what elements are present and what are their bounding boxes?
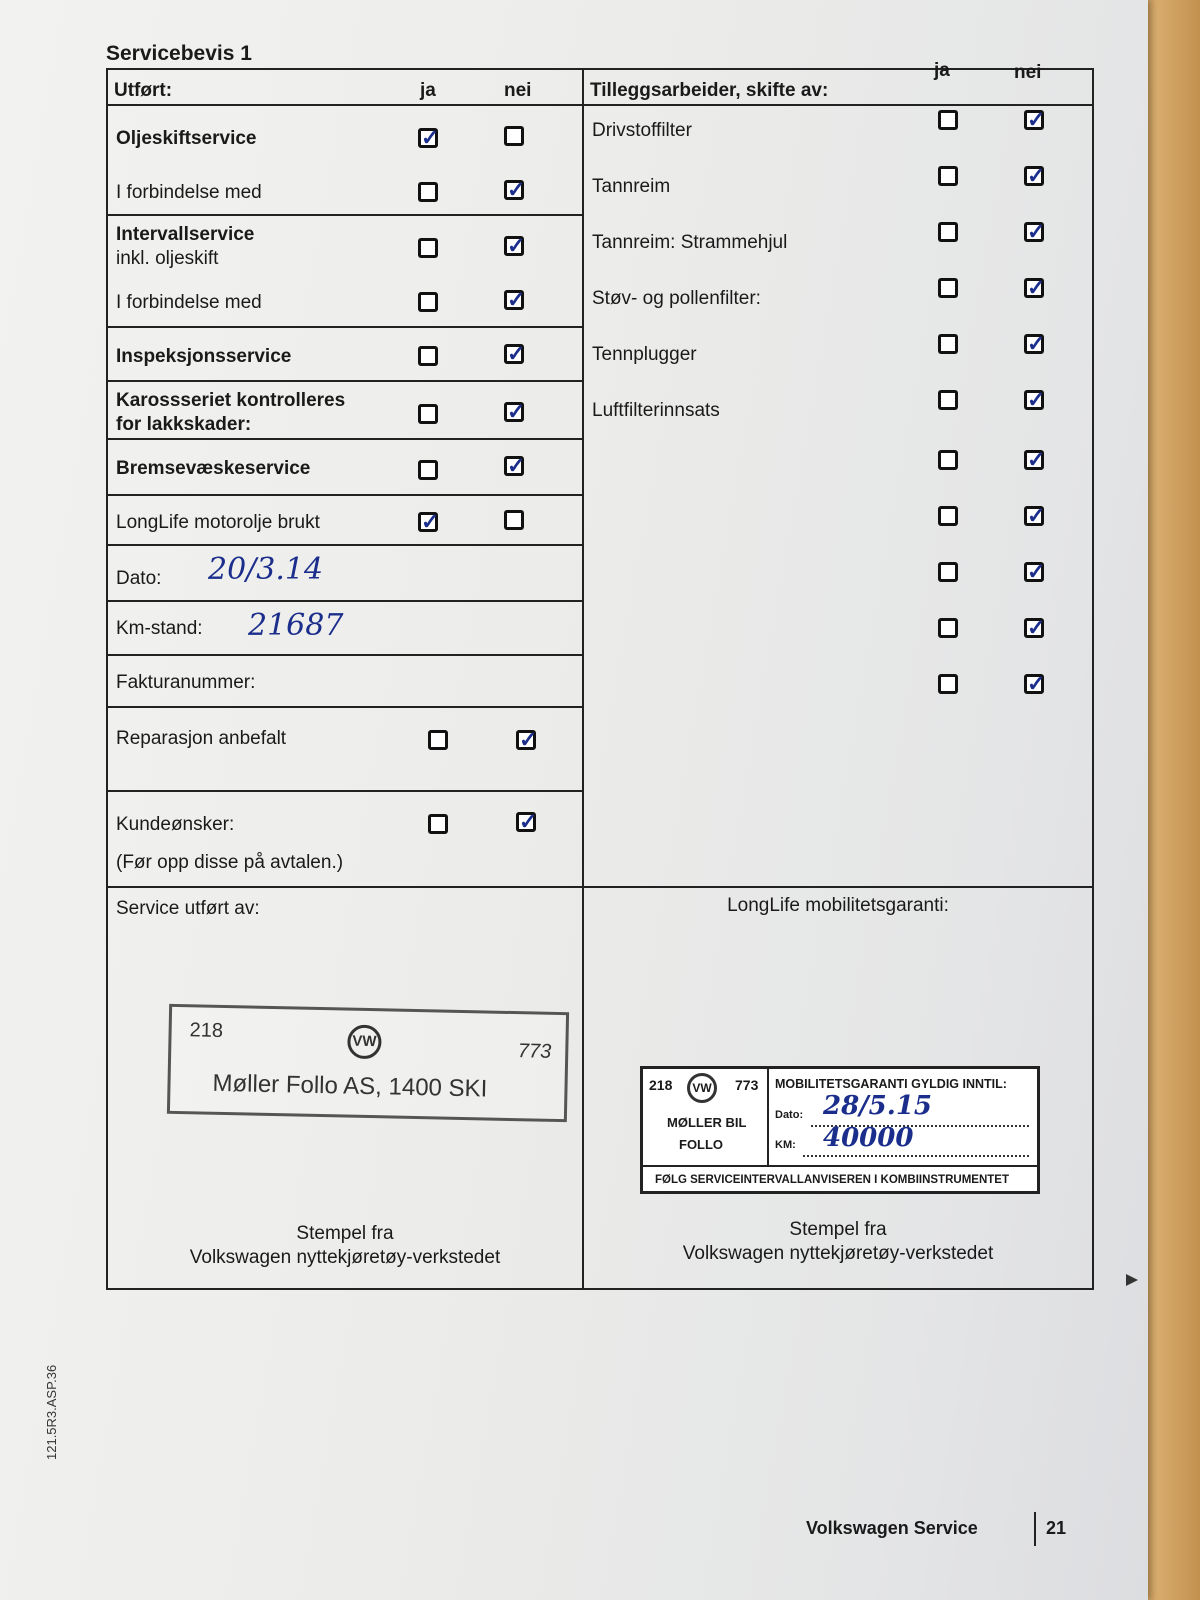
oil-change-nei-checkbox[interactable] (504, 126, 524, 146)
nei-checkbox[interactable] (1024, 674, 1044, 694)
invoice-label: Fakturanummer: (116, 672, 256, 693)
stamp-number-right: 773 (517, 1040, 552, 1063)
service-performed-by-box (108, 886, 584, 1288)
customer-wishes-row (108, 792, 582, 886)
interval-ja-checkbox[interactable] (418, 238, 438, 258)
additional-work-row (584, 394, 1092, 444)
guarantee-km-handwritten: 40000 (823, 1123, 914, 1153)
nei-checkbox[interactable] (1024, 618, 1044, 638)
additional-work-row (584, 562, 1092, 612)
brake-fluid-nei-checkbox[interactable] (504, 456, 524, 476)
body-paint-ja-checkbox[interactable] (418, 404, 438, 424)
stamp-caption-1: Stempel fra (789, 1219, 887, 1240)
stamp-number-left: 218 (649, 1077, 673, 1093)
stamp-dealer-name: Møller Follo AS, 1400 SKI (212, 1069, 488, 1103)
guarantee-date-handwritten: 28/5.15 (823, 1091, 933, 1121)
stamp-footer-cell (643, 1165, 1037, 1195)
continue-arrow-icon (1126, 1274, 1138, 1286)
row-label: Tennplugger (592, 344, 697, 365)
performed-header-label: Utført: (114, 80, 173, 101)
customer-nei-checkbox[interactable] (516, 812, 536, 832)
ja-checkbox[interactable] (938, 390, 958, 410)
longlife-oil-row (108, 496, 582, 546)
mobility-guarantee-box (584, 886, 1092, 1290)
stamp-caption-1: Stempel fra (296, 1223, 394, 1244)
footer-divider (1034, 1512, 1036, 1546)
performed-header (108, 70, 582, 106)
ja-checkbox[interactable] (938, 334, 958, 354)
brake-fluid-row (108, 440, 582, 496)
body-paint-nei-checkbox[interactable] (504, 402, 524, 422)
service-form (106, 60, 1094, 1290)
row-label: Bremsevæskeservice (116, 458, 311, 479)
ja-header: ja (934, 60, 950, 81)
row-label: Luftfilterinnsats (592, 400, 720, 421)
row-note: (Før opp disse på avtalen.) (116, 852, 344, 873)
page-number: 21 (1046, 1518, 1067, 1538)
guarantee-date-label: Dato: (775, 1109, 804, 1121)
repair-row (108, 708, 582, 792)
additional-work-row (584, 450, 1092, 500)
brake-fluid-ja-checkbox[interactable] (418, 460, 438, 480)
row-label: Kundeønsker: (116, 814, 235, 835)
stamp-caption-2: Volkswagen nyttekjøretøy-verkstedet (189, 1247, 501, 1268)
stamp-number-left: 218 (189, 1019, 224, 1042)
nei-checkbox[interactable] (1024, 222, 1044, 242)
page-title: Servicebevis 1 (106, 42, 252, 65)
additional-work-row (584, 674, 1092, 724)
additional-work-header-label: Tilleggsarbeider, skifte av: (590, 80, 829, 101)
row-label: I forbindelse med (116, 182, 262, 203)
nei-checkbox[interactable] (1024, 166, 1044, 186)
performed-column (108, 70, 584, 886)
inspection-row (108, 328, 582, 382)
body-paint-row (108, 382, 582, 440)
stamp-number-right: 773 (735, 1077, 759, 1093)
stamp-dealer-line1: MØLLER BIL (667, 1115, 747, 1130)
ja-checkbox[interactable] (938, 222, 958, 242)
additional-work-row (584, 506, 1092, 556)
row-label: LongLife motorolje brukt (116, 512, 320, 533)
nei-checkbox[interactable] (1024, 110, 1044, 130)
oil-change-related-ja-checkbox[interactable] (418, 182, 438, 202)
row-label: Intervallservice (116, 224, 255, 245)
interval-related-ja-checkbox[interactable] (418, 292, 438, 312)
row-label: Karossseriet kontrolleres (116, 390, 346, 411)
customer-ja-checkbox[interactable] (428, 814, 448, 834)
row-label: Støv- og pollenfilter: (592, 288, 761, 309)
dealer-stamp (167, 1004, 569, 1122)
inspection-ja-checkbox[interactable] (418, 346, 438, 366)
invoice-row (108, 656, 582, 708)
inspection-nei-checkbox[interactable] (504, 344, 524, 364)
stamp-dealer-cell (643, 1069, 769, 1165)
mobility-guarantee-label: LongLife mobilitetsgaranti: (727, 895, 949, 916)
interval-related-nei-checkbox[interactable] (504, 290, 524, 310)
repair-ja-checkbox[interactable] (428, 730, 448, 750)
mobility-guarantee-stamp (640, 1066, 1040, 1194)
ja-header: ja (420, 80, 436, 101)
stamp-caption-2: Volkswagen nyttekjøretøy-verkstedet (682, 1243, 994, 1264)
nei-checkbox[interactable] (1024, 390, 1044, 410)
footer-brand: Volkswagen Service (806, 1518, 978, 1538)
longlife-ja-checkbox[interactable] (418, 512, 438, 532)
ja-checkbox[interactable] (938, 166, 958, 186)
vw-logo-icon: VW (687, 1073, 717, 1103)
guarantee-footer-text: FØLG SERVICEINTERVALLANVISEREN I KOMBIINSTRUMENTET (655, 1174, 1009, 1186)
additional-work-row (584, 282, 1092, 332)
stamp-dealer-line2: FOLLO (679, 1137, 724, 1152)
longlife-nei-checkbox[interactable] (504, 510, 524, 530)
row-label: for lakkskader: (116, 414, 252, 435)
additional-work-header (584, 60, 1092, 106)
date-row (108, 546, 582, 602)
oil-change-related-nei-checkbox[interactable] (504, 180, 524, 200)
additional-work-row (584, 114, 1092, 164)
oil-change-ja-checkbox[interactable] (418, 128, 438, 148)
additional-work-row (584, 338, 1092, 388)
nei-header: nei (1014, 62, 1042, 83)
row-label: Inspeksjonsservice (116, 346, 292, 367)
row-label: Oljeskiftservice (116, 128, 257, 149)
row-label: I forbindelse med (116, 292, 262, 313)
guarantee-km-label: KM: (775, 1139, 796, 1151)
km-handwritten: 21687 (248, 608, 344, 643)
vw-logo-icon: VW (347, 1025, 382, 1060)
nei-checkbox[interactable] (1024, 562, 1044, 582)
nei-checkbox[interactable] (1024, 334, 1044, 354)
row-label: Drivstoffilter (592, 120, 692, 141)
additional-work-row (584, 226, 1092, 276)
additional-work-row (584, 170, 1092, 220)
ja-checkbox[interactable] (938, 110, 958, 130)
row-label: Reparasjon anbefalt (116, 728, 287, 749)
ja-checkbox[interactable] (938, 674, 958, 694)
date-handwritten: 20/3.14 (208, 552, 324, 587)
nei-header: nei (504, 80, 532, 101)
oil-change-group (108, 106, 582, 216)
ja-checkbox[interactable] (938, 562, 958, 582)
ja-checkbox[interactable] (938, 618, 958, 638)
nei-checkbox[interactable] (1024, 278, 1044, 298)
row-sublabel: inkl. oljeskift (116, 248, 219, 269)
row-label: Tannreim (592, 176, 671, 197)
interval-nei-checkbox[interactable] (504, 236, 524, 256)
service-performed-by-label: Service utført av: (116, 898, 260, 919)
date-label: Dato: (116, 568, 162, 589)
additional-work-column (584, 60, 1092, 886)
km-row (108, 602, 582, 656)
ja-checkbox[interactable] (938, 450, 958, 470)
km-label: Km-stand: (116, 618, 203, 639)
row-label: Tannreim: Strammehjul (592, 232, 788, 253)
nei-checkbox[interactable] (1024, 450, 1044, 470)
document-code: 121.5R3.ASP.36 (44, 1364, 59, 1460)
repair-nei-checkbox[interactable] (516, 730, 536, 750)
interval-service-group (108, 216, 582, 328)
nei-checkbox[interactable] (1024, 506, 1044, 526)
ja-checkbox[interactable] (938, 506, 958, 526)
ja-checkbox[interactable] (938, 278, 958, 298)
guarantee-heading: MOBILITETSGARANTI GYLDIG INNTIL: (775, 1077, 1007, 1091)
additional-work-row (584, 618, 1092, 668)
